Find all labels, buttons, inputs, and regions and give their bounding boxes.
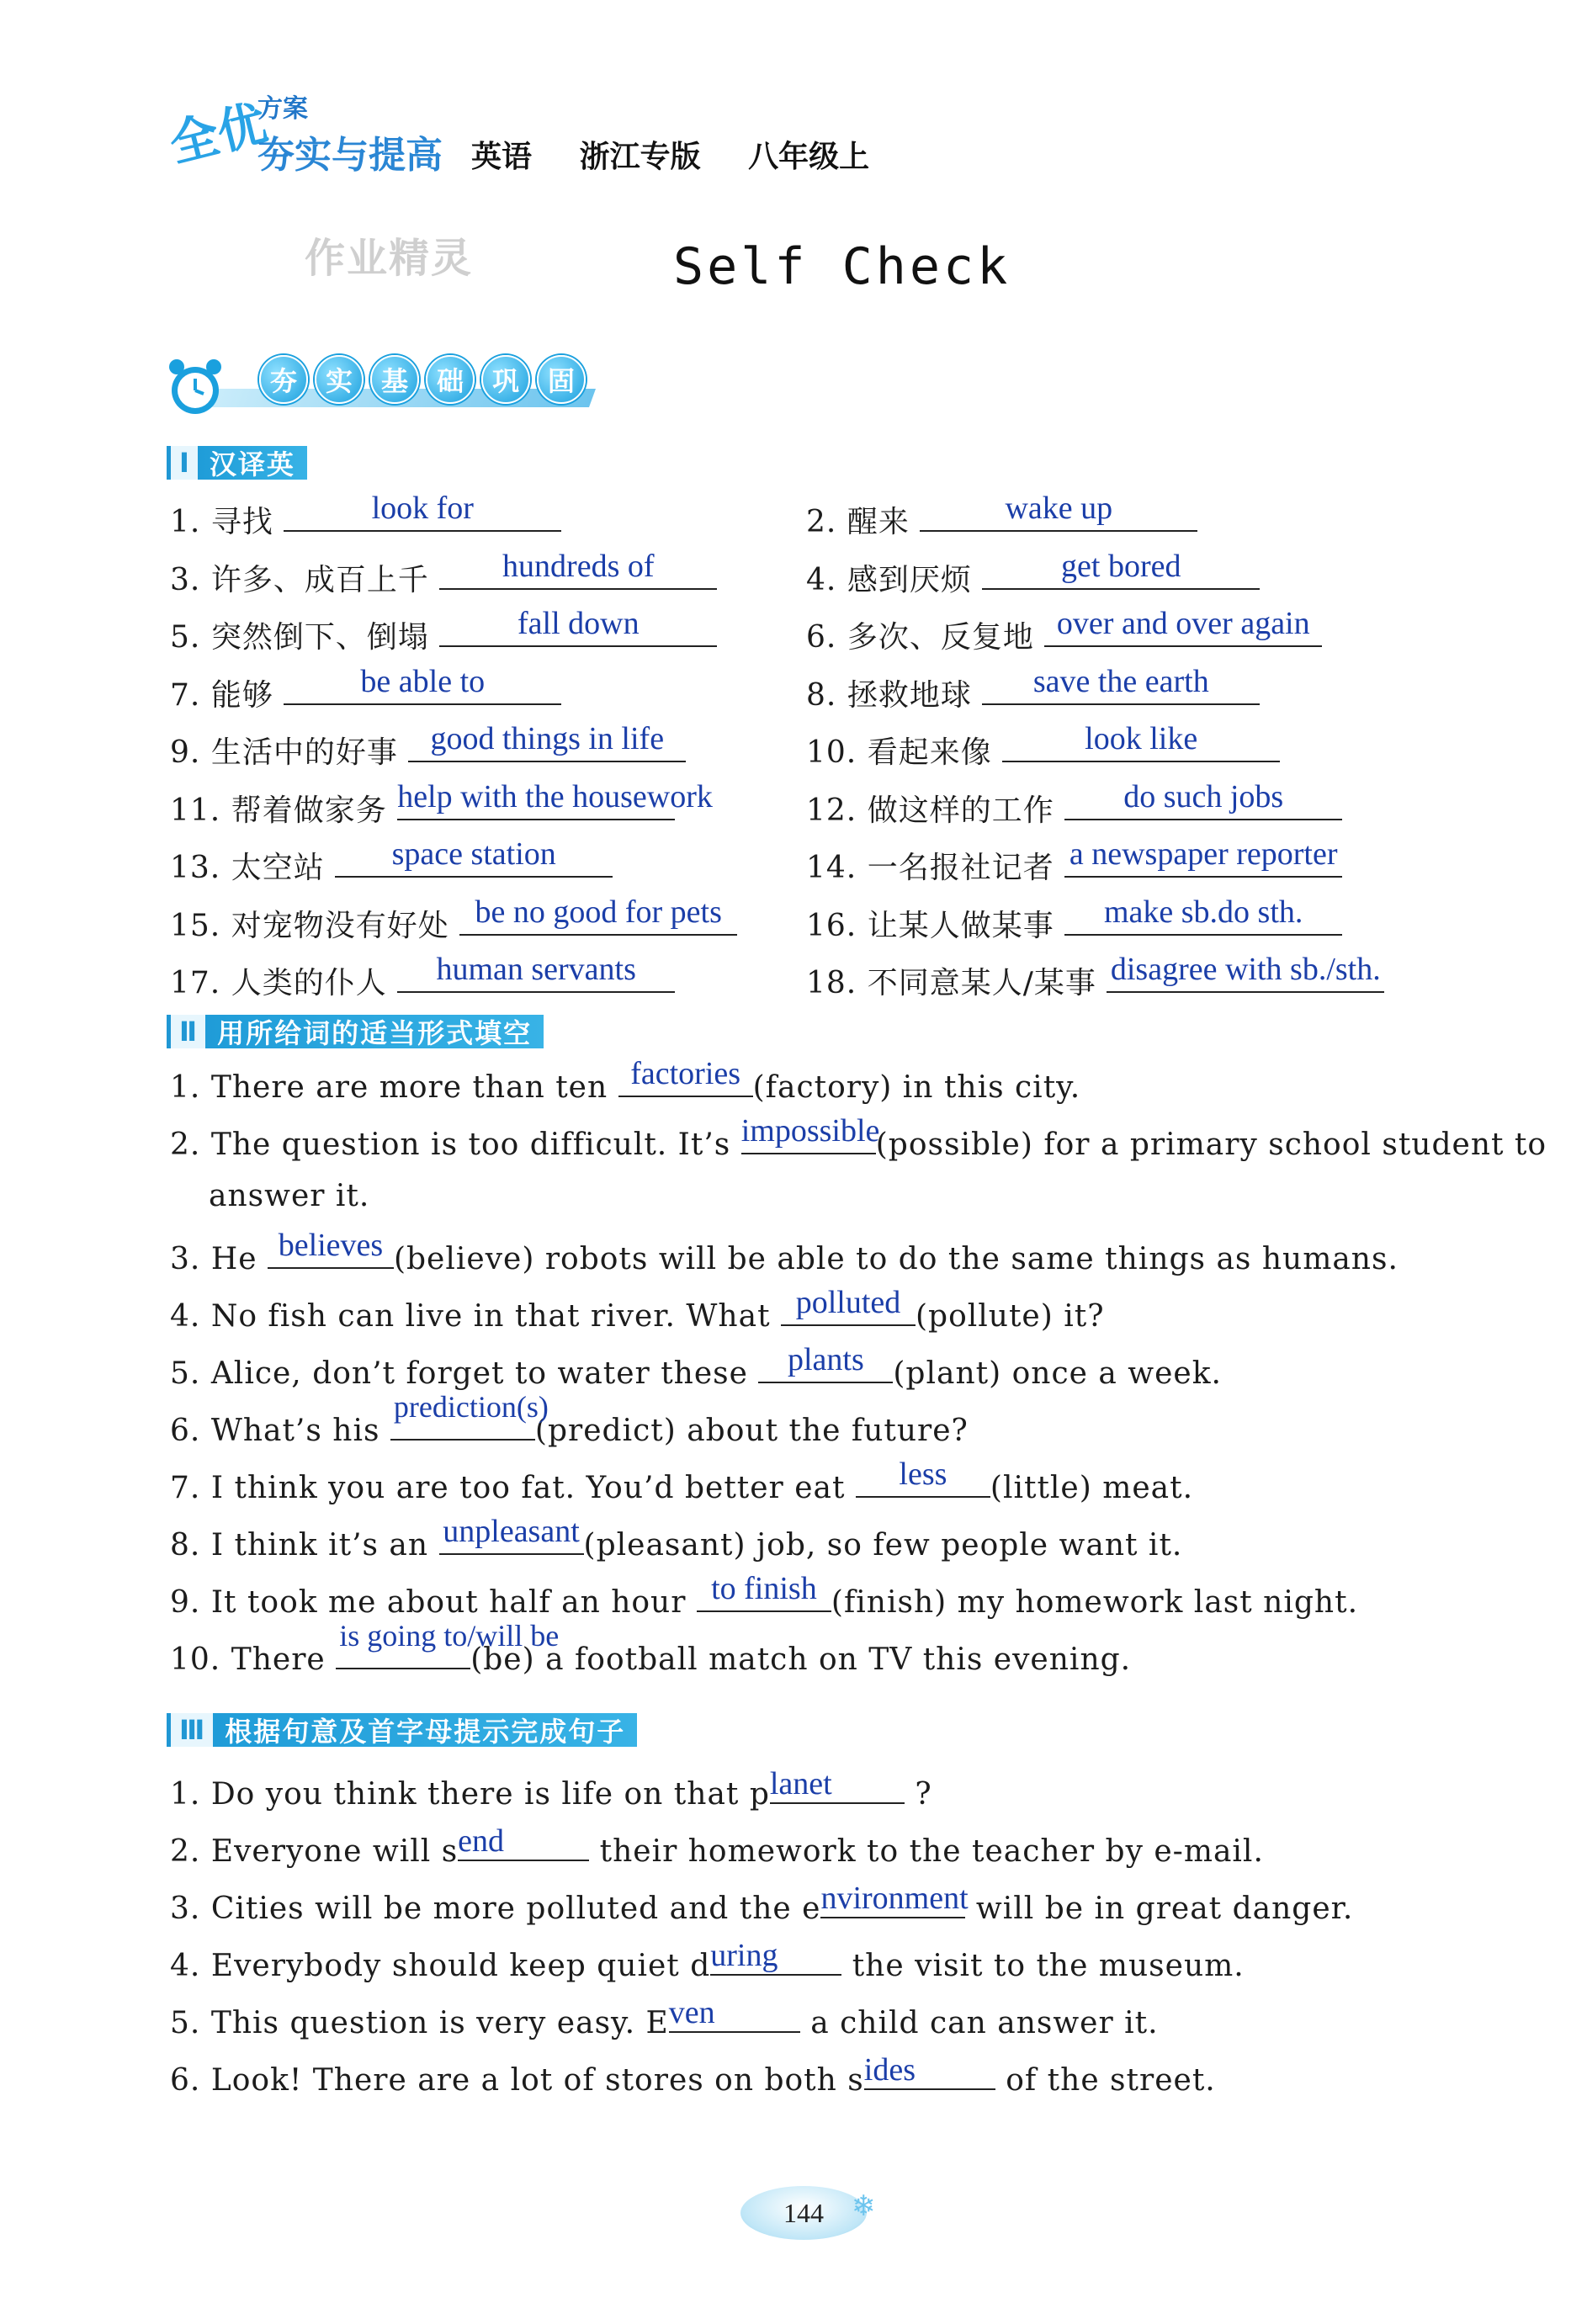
answer-blank[interactable] — [397, 952, 675, 993]
answer-blank[interactable] — [284, 491, 561, 532]
translation-item — [806, 894, 1342, 943]
fill-in-item — [170, 1619, 1132, 1677]
translation-item — [806, 778, 1342, 828]
banner-char: 基 — [370, 355, 419, 404]
sentence-end: (believe) robots will be able to do the same things as humans. — [393, 1242, 1399, 1276]
banner-char: 巩 — [481, 355, 530, 404]
answer-blank[interactable] — [397, 778, 713, 820]
item-number: 15. — [170, 908, 221, 943]
item-number: 17. — [170, 966, 221, 1000]
item-number: 13. — [170, 851, 221, 885]
sentence-continuation: answer it. — [209, 1179, 370, 1213]
header-meta — [471, 133, 906, 176]
sentence-end: (predict) about the future? — [534, 1414, 969, 1448]
sentence-end: of the street. — [1006, 2063, 1216, 2098]
section-2-number: Ⅱ — [167, 1015, 205, 1048]
answer-text: lanet — [769, 1766, 832, 1801]
answer-text: polluted — [795, 1285, 901, 1320]
answer-text: a newspaper reporter — [1069, 836, 1338, 872]
page-number: 144 — [783, 2198, 824, 2228]
sentence-start: Cities will be more polluted and the e — [210, 1892, 821, 1926]
snowflake-icon: ❄ — [852, 2189, 876, 2223]
item-number: 1. — [170, 505, 201, 539]
item-number: 3. — [170, 1242, 201, 1276]
chinese-prompt: 太空站 — [231, 851, 325, 885]
answer-blank[interactable] — [769, 1766, 905, 1804]
sentence-end: the visit to the museum. — [852, 1949, 1245, 1983]
answer-text: factories — [630, 1056, 741, 1091]
answer-text: plants — [788, 1342, 864, 1377]
section-2-title: 用所给词的适当形式填空 — [205, 1015, 544, 1048]
sentence-start: Everybody should keep quiet d — [210, 1949, 711, 1983]
section-1-title: 汉译英 — [198, 446, 307, 480]
sentence-item — [170, 1881, 1354, 1926]
answer-text: human servants — [436, 952, 636, 987]
answer-blank[interactable] — [335, 836, 613, 878]
item-number: 1. — [170, 1777, 201, 1812]
sentence-start: Alice, don’t forget to water these — [210, 1356, 748, 1391]
chinese-prompt: 一名报社记者 — [867, 851, 1054, 885]
item-number: 2. — [806, 505, 837, 539]
section-1-header — [167, 446, 307, 480]
item-number: 5. — [170, 2006, 201, 2040]
answer-blank[interactable] — [1107, 952, 1384, 993]
logo-line3: 夯实与提高 — [257, 134, 443, 177]
item-number: 8. — [170, 1528, 201, 1563]
answer-text: be no good for pets — [475, 894, 722, 930]
sentence-end: (be) a football match on TV this evening. — [470, 1642, 1132, 1677]
answer-text: get bored — [1061, 548, 1181, 584]
section-banner — [165, 345, 602, 416]
translation-item — [806, 721, 1280, 770]
item-number: 7. — [170, 1471, 201, 1505]
item-number: 9. — [170, 735, 201, 770]
answer-text: do such jobs — [1123, 778, 1284, 814]
item-number: 12. — [806, 793, 857, 828]
answer-blank[interactable] — [268, 1228, 394, 1269]
sentence-end: (plant) once a week. — [893, 1356, 1222, 1391]
answer-blank[interactable] — [710, 1938, 841, 1976]
item-number: 9. — [170, 1585, 201, 1620]
answer-blank[interactable] — [1064, 836, 1342, 878]
item-number: 5. — [170, 620, 201, 655]
answer-blank[interactable] — [439, 548, 717, 590]
answer-blank[interactable] — [863, 2052, 995, 2090]
answer-text: good things in life — [430, 721, 665, 756]
sentence-start: The question is too difficult. It’s — [210, 1128, 731, 1162]
sentence-item — [170, 1823, 1264, 1869]
answer-blank[interactable] — [459, 894, 737, 936]
item-number: 6. — [170, 1414, 201, 1448]
chinese-prompt: 感到厌烦 — [847, 562, 972, 597]
section-3-title: 根据句意及首字母提示完成句子 — [213, 1713, 637, 1747]
chinese-prompt: 拯救地球 — [847, 677, 972, 713]
sentence-end: (little) meat. — [990, 1471, 1194, 1505]
item-number: 8. — [806, 677, 837, 713]
chinese-prompt: 做这样的工作 — [867, 793, 1054, 828]
sentence-start: There — [231, 1642, 326, 1677]
answer-blank[interactable] — [856, 1456, 990, 1498]
banner-char: 实 — [315, 355, 364, 404]
answer-text: nvironment — [820, 1881, 969, 1916]
sentence-start: What’s his — [210, 1414, 380, 1448]
translation-item — [170, 778, 713, 828]
answer-blank[interactable] — [758, 1342, 893, 1383]
section-3-number: Ⅲ — [167, 1713, 213, 1747]
fill-in-item — [170, 1571, 1359, 1620]
answer-blank[interactable] — [1044, 606, 1322, 647]
chinese-prompt: 许多、成百上千 — [210, 562, 429, 597]
chinese-prompt: 人类的仆人 — [231, 966, 387, 1000]
chinese-prompt: 帮着做家务 — [231, 793, 387, 828]
page-number-badge — [740, 2186, 876, 2248]
answer-blank[interactable] — [740, 1113, 880, 1154]
item-number: 10. — [806, 735, 857, 770]
sentence-start: He — [210, 1242, 257, 1276]
item-number: 4. — [170, 1949, 201, 1983]
answer-text: end — [458, 1823, 505, 1859]
chinese-prompt: 看起来像 — [867, 735, 992, 770]
answer-text: unpleasant — [443, 1514, 580, 1549]
item-number: 14. — [806, 851, 857, 885]
answer-blank[interactable] — [982, 663, 1260, 705]
translation-item — [806, 606, 1322, 655]
answer-text: space station — [391, 836, 556, 872]
sentence-end: (finish) my homework last night. — [831, 1585, 1359, 1620]
translation-item — [170, 606, 717, 655]
answer-blank[interactable] — [1064, 894, 1342, 936]
translation-item — [806, 836, 1342, 885]
item-number: 18. — [806, 966, 857, 1000]
page-title: Self Check — [673, 237, 1011, 296]
translation-item — [170, 721, 686, 770]
sentence-start: I think you are too fat. You’d better eat — [210, 1471, 846, 1505]
answer-blank[interactable] — [439, 606, 717, 647]
answer-blank[interactable] — [820, 1881, 969, 1918]
item-number: 3. — [170, 1892, 201, 1926]
sentence-start: This question is very easy. E — [210, 2006, 669, 2040]
answer-text: uring — [710, 1938, 778, 1973]
answer-text: fall down — [517, 606, 640, 641]
sentence-end: (factory) in this city. — [752, 1070, 1081, 1105]
sentence-end: (pollute) it? — [915, 1299, 1105, 1334]
logo-line1: 全优 — [163, 93, 273, 173]
chinese-prompt: 对宠物没有好处 — [231, 908, 449, 943]
answer-text: help with the housework — [397, 778, 713, 814]
fill-in-item — [170, 1228, 1399, 1276]
answer-text: impossible — [740, 1113, 880, 1149]
answer-text: disagree with sb./sth. — [1110, 952, 1381, 987]
fill-in-item — [170, 1390, 969, 1448]
translation-item — [170, 836, 613, 885]
sentence-start: Do you think there is life on that p — [210, 1777, 770, 1812]
subject: 英语 — [471, 140, 533, 174]
item-number: 1. — [170, 1070, 201, 1105]
answer-text: look like — [1085, 721, 1198, 756]
fill-in-item — [170, 1456, 1194, 1505]
item-number: 4. — [806, 562, 837, 597]
answer-text: is going to/will be — [339, 1619, 560, 1653]
item-number: 2. — [170, 1128, 201, 1162]
answer-blank[interactable] — [668, 1995, 800, 2033]
chinese-prompt: 突然倒下、倒塌 — [210, 620, 429, 655]
sentence-end: (possible) for a primary school student to — [875, 1128, 1547, 1162]
translation-item — [806, 491, 1197, 539]
chinese-prompt: 多次、反复地 — [847, 620, 1034, 655]
answer-blank[interactable] — [336, 1619, 560, 1669]
answer-text: make sb.do sth. — [1103, 894, 1303, 930]
answer-blank[interactable] — [982, 548, 1260, 590]
answer-blank[interactable] — [618, 1056, 753, 1097]
translation-item — [806, 663, 1260, 713]
section-2-header — [167, 1015, 544, 1048]
answer-text: be able to — [360, 663, 486, 699]
banner-char: 固 — [537, 355, 586, 404]
answer-text: less — [899, 1456, 947, 1492]
sentence-end: a child can answer it. — [810, 2006, 1159, 2040]
chinese-prompt: 不同意某人/某事 — [867, 966, 1096, 1000]
item-number: 16. — [806, 908, 857, 943]
translation-item — [170, 952, 675, 1000]
sentence-end: ? — [915, 1777, 932, 1812]
answer-blank[interactable] — [920, 491, 1197, 532]
answer-blank[interactable] — [781, 1285, 916, 1326]
sentence-start: Look! There are a lot of stores on both s — [210, 2063, 864, 2098]
banner-title — [259, 355, 586, 404]
chinese-prompt: 寻找 — [210, 505, 273, 539]
answer-text: wake up — [1005, 491, 1113, 526]
answer-blank[interactable] — [390, 1390, 549, 1441]
sentence-start: No fish can live in that river. What — [210, 1299, 771, 1334]
translation-item — [806, 548, 1260, 597]
answer-text: prediction(s) — [393, 1390, 549, 1424]
item-number: 10. — [170, 1642, 221, 1677]
edition: 浙江专版 — [579, 140, 701, 174]
section-1-number: Ⅰ — [167, 446, 198, 480]
answer-blank[interactable] — [1064, 778, 1342, 820]
translation-item — [170, 663, 561, 713]
item-number: 5. — [170, 1356, 201, 1391]
chinese-prompt: 醒来 — [847, 505, 910, 539]
banner-char: 础 — [426, 355, 475, 404]
watermark: 作业精灵 — [305, 235, 474, 282]
banner-char: 夯 — [259, 355, 308, 404]
sentence-start: It took me about half an hour — [210, 1585, 687, 1620]
fill-in-item — [170, 1285, 1105, 1334]
translation-item — [806, 952, 1384, 1000]
chinese-prompt: 能够 — [210, 677, 273, 713]
sentence-item — [170, 1938, 1245, 1983]
fill-in-item — [170, 1113, 1547, 1162]
fill-in-item — [170, 1514, 1183, 1563]
item-number: 6. — [806, 620, 837, 655]
logo-line2: 方案 — [257, 94, 308, 124]
item-number: 4. — [170, 1299, 201, 1334]
translation-item — [170, 894, 737, 943]
sentence-start: Everyone will s — [210, 1834, 459, 1869]
item-number: 3. — [170, 562, 201, 597]
item-number: 7. — [170, 677, 201, 713]
answer-text: ides — [863, 2052, 916, 2088]
logo — [165, 81, 443, 175]
sentence-start: I think it’s an — [210, 1528, 429, 1563]
sentence-end: will be in great danger. — [975, 1892, 1354, 1926]
fill-in-item — [170, 1342, 1222, 1391]
answer-text: save the earth — [1032, 663, 1209, 699]
sentence-item — [170, 1766, 932, 1812]
grade: 八年级上 — [748, 140, 870, 174]
item-number: 11. — [170, 793, 221, 828]
sentence-start: There are more than ten — [210, 1070, 608, 1105]
chinese-prompt: 让某人做某事 — [867, 908, 1054, 943]
answer-blank[interactable] — [439, 1514, 584, 1555]
answer-blank[interactable] — [458, 1823, 589, 1861]
item-number: 2. — [170, 1834, 201, 1869]
item-number: 6. — [170, 2063, 201, 2098]
sentence-item — [170, 1995, 1159, 2040]
answer-text: to finish — [711, 1571, 817, 1606]
answer-blank[interactable] — [284, 663, 561, 705]
answer-text: ven — [668, 1995, 715, 2030]
answer-blank[interactable] — [408, 721, 686, 762]
answer-text: believes — [278, 1228, 384, 1263]
translation-item — [170, 548, 717, 597]
sentence-end: (pleasant) job, so few people want it. — [583, 1528, 1183, 1563]
sentence-end: their homework to the teacher by e-mail. — [599, 1834, 1264, 1869]
answer-text: hundreds of — [502, 548, 655, 584]
answer-text: over and over again — [1056, 606, 1310, 641]
section-3-header — [167, 1713, 637, 1747]
answer-blank[interactable] — [697, 1571, 831, 1612]
sentence-item — [170, 2052, 1216, 2098]
answer-blank[interactable] — [1002, 721, 1280, 762]
chinese-prompt: 生活中的好事 — [210, 735, 398, 770]
answer-text: look for — [371, 491, 474, 526]
translation-item — [170, 491, 561, 539]
fill-in-item — [170, 1056, 1081, 1105]
alarm-clock-icon — [165, 357, 226, 417]
